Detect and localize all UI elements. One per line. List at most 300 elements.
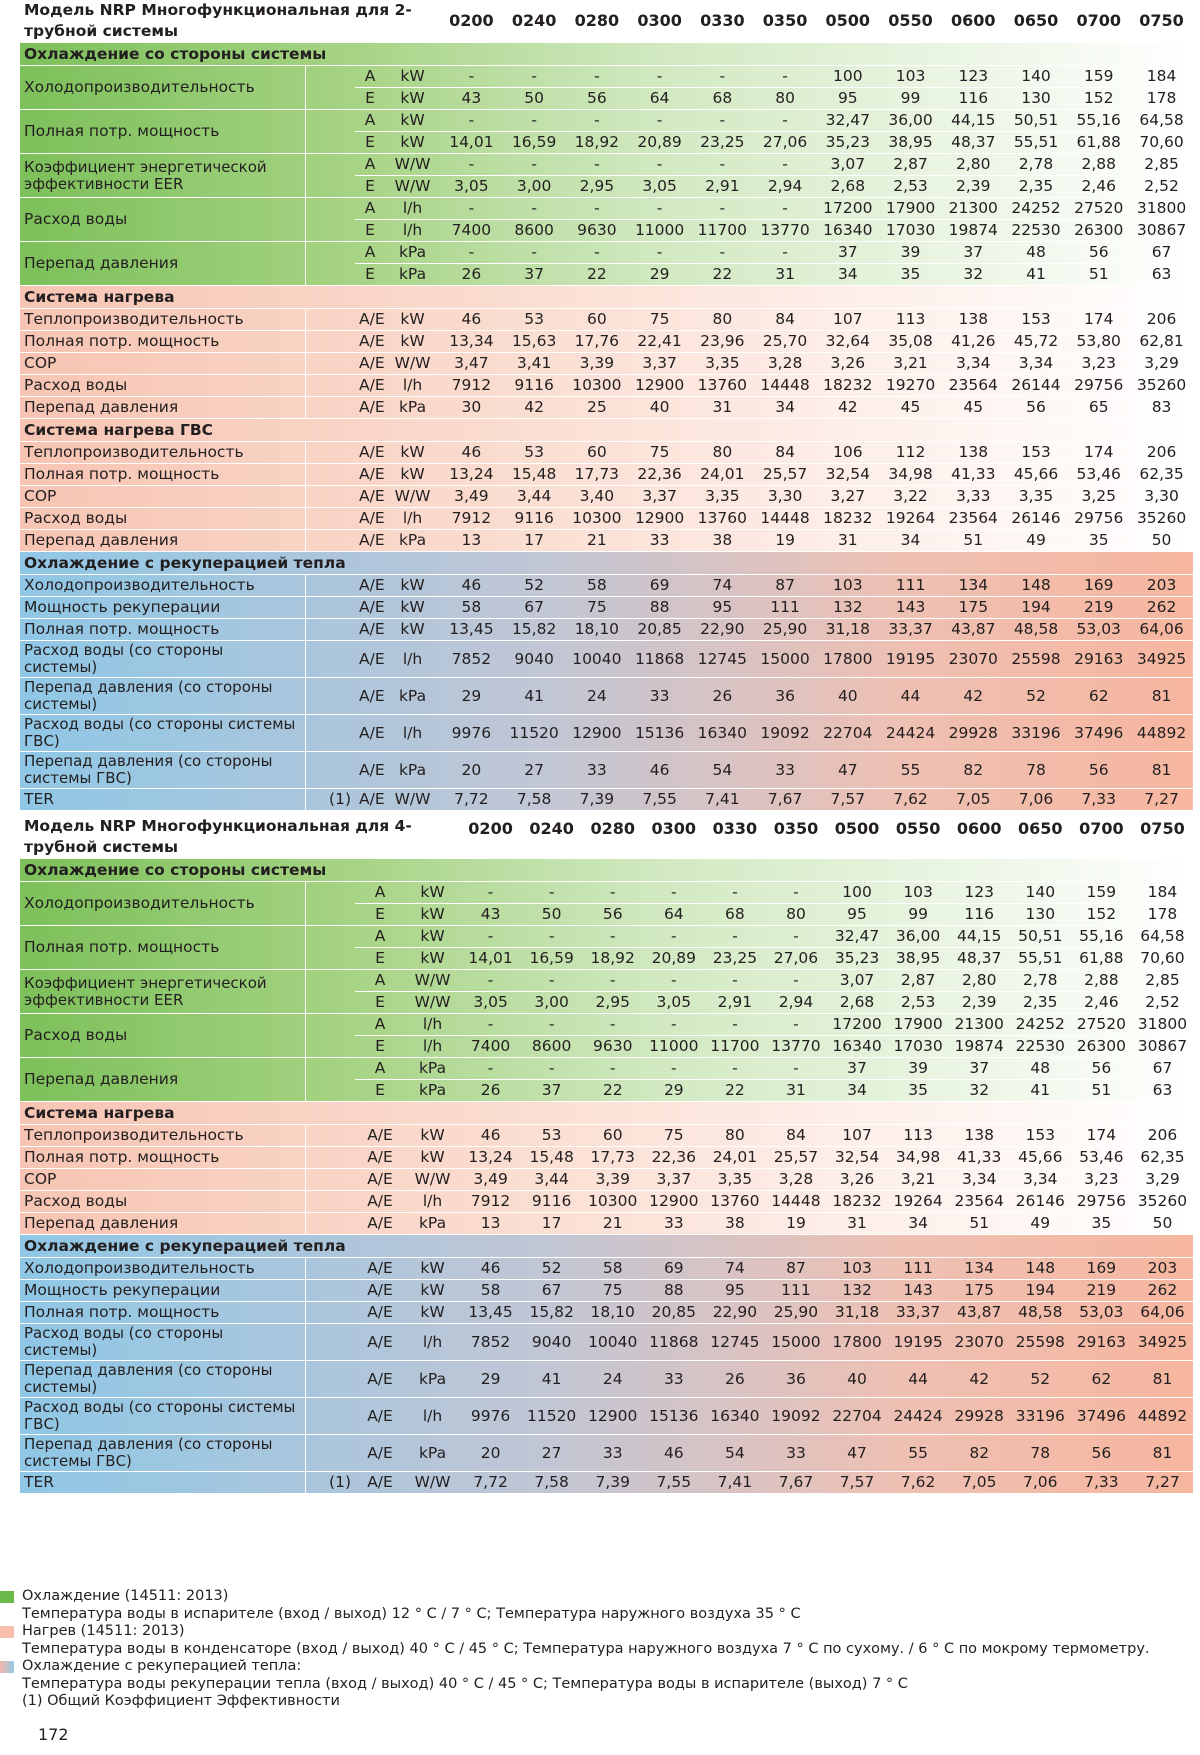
table-cell: 11868	[628, 641, 691, 678]
table-cell: 3,05	[460, 992, 521, 1014]
row-condition: A	[355, 154, 385, 176]
row-note	[305, 1169, 355, 1191]
row-unit: W/W	[385, 353, 440, 375]
table-cell: 53,03	[1071, 1302, 1132, 1324]
table-cell: 26	[691, 678, 754, 715]
table-cell: 19195	[879, 641, 942, 678]
table-cell: 9976	[460, 1398, 521, 1435]
table-row	[20, 464, 1193, 486]
table-cell: 37	[503, 264, 566, 286]
row-note	[305, 1191, 355, 1213]
table-cell: 15,48	[521, 1147, 582, 1169]
table-cell: -	[704, 1014, 765, 1036]
table-cell: 35	[888, 1080, 949, 1102]
table-cell: 8600	[503, 220, 566, 242]
table-cell: 58	[460, 1280, 521, 1302]
table-cell: 48,58	[1010, 1302, 1071, 1324]
row-unit: l/h	[405, 1014, 460, 1036]
table-cell: 68	[691, 88, 754, 110]
row-condition: A	[355, 882, 405, 904]
table-cell: 7,33	[1071, 1472, 1132, 1494]
row-condition: A/E	[355, 789, 385, 811]
table-cell: -	[440, 198, 503, 220]
table-cell: 143	[879, 597, 942, 619]
table-cell: 41	[503, 678, 566, 715]
table-cell: 194	[1005, 597, 1068, 619]
table-cell: -	[643, 970, 704, 992]
table-cell: 33196	[1010, 1398, 1071, 1435]
table-cell: 148	[1010, 1258, 1071, 1280]
table-cell: 17030	[879, 220, 942, 242]
table-cell: 9116	[503, 375, 566, 397]
table-cell: 3,21	[879, 353, 942, 375]
table-cell: 7,05	[949, 1472, 1010, 1494]
row-note	[305, 442, 355, 464]
row-note	[305, 882, 355, 926]
table-cell: 17030	[888, 1036, 949, 1058]
table-cell: 103	[879, 66, 942, 88]
table-cell: 16,59	[521, 948, 582, 970]
row-unit: kPa	[405, 1435, 460, 1472]
row-condition: A/E	[355, 641, 385, 678]
table-cell: 30867	[1132, 1036, 1193, 1058]
table-cell: 32	[942, 264, 1005, 286]
row-unit: l/h	[385, 715, 440, 752]
table-cell: 3,05	[628, 176, 691, 198]
table-cell: 29	[643, 1080, 704, 1102]
table-cell: 48	[1010, 1058, 1071, 1080]
row-label: TER	[20, 789, 305, 811]
table-cell: 29163	[1067, 641, 1130, 678]
table-cell: -	[704, 926, 765, 948]
table-cell: -	[691, 110, 754, 132]
row-note	[305, 715, 355, 752]
table-cell: 61,88	[1071, 948, 1132, 970]
table-cell: 22	[582, 1080, 643, 1102]
legend-recovery-text: Температура воды рекуперации тепла (вход / выход) 40 ° C / 45 ° C; Температура воды в испарителе (выход) 7 ° C	[22, 1675, 908, 1692]
table-cell: 22704	[816, 715, 879, 752]
table-cell: 74	[704, 1258, 765, 1280]
model-header: 0280	[582, 813, 643, 859]
table-cell: 50	[1130, 530, 1193, 552]
table-row	[20, 375, 1193, 397]
table-cell: 50	[503, 88, 566, 110]
table-cell: 70,60	[1130, 132, 1193, 154]
table-row	[20, 353, 1193, 375]
table-row	[20, 1324, 1193, 1361]
row-unit: l/h	[405, 1036, 460, 1058]
table-cell: 38	[691, 530, 754, 552]
row-label: Перепад давления	[20, 397, 305, 419]
table-cell: 24,01	[691, 464, 754, 486]
table-cell: -	[754, 154, 817, 176]
table-cell: 3,34	[942, 353, 1005, 375]
row-condition: A/E	[355, 397, 385, 419]
table-cell: 22,41	[628, 331, 691, 353]
row-label: Холодопроизводительность	[20, 882, 305, 926]
table-cell: 34	[879, 530, 942, 552]
table-cell: 36,00	[888, 926, 949, 948]
table-cell: 24	[582, 1361, 643, 1398]
row-note	[305, 926, 355, 970]
table-cell: 38,95	[879, 132, 942, 154]
table-cell: 153	[1005, 309, 1068, 331]
table-cell: 22530	[1005, 220, 1068, 242]
row-label: Расход воды	[20, 1191, 305, 1213]
table-cell: 22	[691, 264, 754, 286]
table-cell: 17800	[816, 641, 879, 678]
table-cell: 27	[503, 752, 566, 789]
table-cell: 13,24	[440, 464, 503, 486]
row-condition: E	[355, 132, 385, 154]
table-row	[20, 926, 1193, 948]
table-cell: 67	[1132, 1058, 1193, 1080]
table-row	[20, 575, 1193, 597]
model-header: 0500	[816, 0, 879, 43]
table-cell: 15000	[754, 641, 817, 678]
table-cell: 29928	[949, 1398, 1010, 1435]
table-cell: 3,05	[643, 992, 704, 1014]
table-cell: 27520	[1071, 1014, 1132, 1036]
row-label: COP	[20, 1169, 305, 1191]
table-cell: 47	[816, 752, 879, 789]
table-cell: -	[704, 970, 765, 992]
table-cell: 25	[566, 397, 629, 419]
row-label: COP	[20, 353, 305, 375]
row-label: Перепад давления	[20, 1058, 305, 1102]
table-cell: 8600	[521, 1036, 582, 1058]
table-cell: -	[566, 242, 629, 264]
row-label: Перепад давления (со стороны системы ГВС)	[20, 1435, 305, 1472]
table-cell: 62,35	[1130, 464, 1193, 486]
table-cell: 2,87	[888, 970, 949, 992]
table-cell: 81	[1130, 752, 1193, 789]
row-label: Холодопроизводительность	[20, 66, 305, 110]
table-row	[20, 442, 1193, 464]
table-cell: 74	[691, 575, 754, 597]
row-unit: kPa	[385, 264, 440, 286]
table-cell: 13,34	[440, 331, 503, 353]
table-cell: 9040	[521, 1324, 582, 1361]
row-label: Перепад давления	[20, 242, 305, 286]
model-header: 0600	[949, 813, 1010, 859]
table-cell: 10300	[566, 375, 629, 397]
table-cell: 184	[1130, 66, 1193, 88]
table-cell: 33	[582, 1435, 643, 1472]
table-cell: 23070	[942, 641, 1005, 678]
table-cell: 10040	[566, 641, 629, 678]
table-cell: 7,27	[1132, 1472, 1193, 1494]
table-cell: 2,80	[949, 970, 1010, 992]
legend-heating-text: Температура воды в конденсаторе (вход / выход) 40 ° C / 45 ° C; Температура наружного воздуха 7 ° C по сухому. / 6 ° C по мокрому термометру.	[22, 1640, 1150, 1657]
row-label: Расход воды (со стороны системы ГВС)	[20, 1398, 305, 1435]
row-condition: E	[355, 220, 385, 242]
row-condition: A/E	[355, 1258, 405, 1280]
table-cell: 42	[949, 1361, 1010, 1398]
table-cell: 132	[816, 597, 879, 619]
table-cell: 123	[949, 882, 1010, 904]
table-cell: 112	[879, 442, 942, 464]
row-condition: A/E	[355, 1435, 405, 1472]
table-cell: 140	[1005, 66, 1068, 88]
table-cell: 7,72	[440, 789, 503, 811]
table-cell: 25,90	[765, 1302, 826, 1324]
row-label: Теплопроизводительность	[20, 442, 305, 464]
table-cell: -	[566, 66, 629, 88]
row-condition: A	[355, 242, 385, 264]
table-cell: 140	[1010, 882, 1071, 904]
row-unit: kW	[405, 1125, 460, 1147]
table-cell: 44,15	[942, 110, 1005, 132]
table-cell: 2,78	[1010, 970, 1071, 992]
table-cell: 206	[1130, 309, 1193, 331]
table-cell: 130	[1010, 904, 1071, 926]
table-cell: 23,25	[691, 132, 754, 154]
table-cell: 32,47	[827, 926, 888, 948]
row-unit: kW	[385, 66, 440, 88]
table-row	[20, 530, 1193, 552]
table-cell: 2,68	[816, 176, 879, 198]
row-label: Теплопроизводительность	[20, 309, 305, 331]
table-cell: 20,89	[643, 948, 704, 970]
table-cell: 2,39	[949, 992, 1010, 1014]
table-cell: 81	[1130, 678, 1193, 715]
table-cell: 40	[827, 1361, 888, 1398]
model-header: 0200	[440, 0, 503, 43]
table-cell: 34,98	[879, 464, 942, 486]
table-cell: 116	[949, 904, 1010, 926]
table-cell: 87	[754, 575, 817, 597]
row-condition: E	[355, 176, 385, 198]
table-cell: 143	[888, 1280, 949, 1302]
table-cell: 3,23	[1071, 1169, 1132, 1191]
table-cell: 42	[503, 397, 566, 419]
table-row	[20, 752, 1193, 789]
row-unit: l/h	[405, 1191, 460, 1213]
table-cell: 24252	[1010, 1014, 1071, 1036]
table-cell: 7,57	[816, 789, 879, 811]
table-cell: 12900	[628, 375, 691, 397]
row-unit: kW	[385, 88, 440, 110]
table-cell: 9116	[521, 1191, 582, 1213]
table-cell: 11000	[643, 1036, 704, 1058]
table-cell: 7400	[460, 1036, 521, 1058]
table-cell: -	[460, 926, 521, 948]
row-label: Холодопроизводительность	[20, 575, 305, 597]
table-cell: 3,23	[1067, 353, 1130, 375]
table-cell: 12900	[566, 715, 629, 752]
model-header: 0750	[1130, 0, 1193, 43]
row-label: TER	[20, 1472, 305, 1494]
table-cell: 7,62	[888, 1472, 949, 1494]
table-cell: 262	[1130, 597, 1193, 619]
row-condition: A/E	[355, 1324, 405, 1361]
row-condition: A	[355, 1014, 405, 1036]
model-header: 0240	[503, 0, 566, 43]
row-label: Полная потр. мощность	[20, 331, 305, 353]
table-cell: 130	[1005, 88, 1068, 110]
table-cell: -	[582, 882, 643, 904]
table-cell: -	[460, 970, 521, 992]
table-cell: 68	[704, 904, 765, 926]
table-cell: 23564	[942, 375, 1005, 397]
table-cell: 53	[521, 1125, 582, 1147]
table-cell: 52	[1005, 678, 1068, 715]
table-cell: -	[440, 154, 503, 176]
table-row	[20, 242, 1193, 264]
table-cell: 60	[582, 1125, 643, 1147]
table-cell: 12900	[628, 508, 691, 530]
table-cell: 20	[460, 1435, 521, 1472]
row-condition: E	[355, 264, 385, 286]
row-note	[305, 1280, 355, 1302]
table-cell: 19	[765, 1213, 826, 1235]
table-cell: 3,39	[582, 1169, 643, 1191]
table-cell: 31	[827, 1213, 888, 1235]
table-cell: -	[521, 970, 582, 992]
section-header: Охлаждение со стороны системы	[20, 43, 1193, 66]
table-cell: -	[503, 110, 566, 132]
table-cell: 48,58	[1005, 619, 1068, 641]
table-cell: 35	[879, 264, 942, 286]
table-cell: 53,80	[1067, 331, 1130, 353]
table-cell: 38	[704, 1213, 765, 1235]
table-cell: 24	[566, 678, 629, 715]
table-cell: 80	[704, 1125, 765, 1147]
table-cell: 113	[879, 309, 942, 331]
table-cell: 10040	[582, 1324, 643, 1361]
row-condition: A/E	[355, 1191, 405, 1213]
table-row	[20, 678, 1193, 715]
table-cell: 45	[879, 397, 942, 419]
spec-sheet	[20, 0, 1193, 1494]
table-cell: 34925	[1132, 1324, 1193, 1361]
table-cell: 22,90	[704, 1302, 765, 1324]
table-cell: 134	[942, 575, 1005, 597]
table-cell: 100	[827, 882, 888, 904]
table-row	[20, 1361, 1193, 1398]
table-cell: 153	[1010, 1125, 1071, 1147]
table-cell: 37	[521, 1080, 582, 1102]
table-cell: 46	[643, 1435, 704, 1472]
table-cell: -	[628, 154, 691, 176]
row-unit: kW	[405, 1258, 460, 1280]
table-cell: 50,51	[1005, 110, 1068, 132]
table-cell: 175	[949, 1280, 1010, 1302]
table-cell: 70,60	[1132, 948, 1193, 970]
table-cell: 2,35	[1010, 992, 1071, 1014]
row-unit: kW	[385, 464, 440, 486]
table-cell: 17900	[888, 1014, 949, 1036]
section-header-row	[20, 552, 1193, 575]
table-cell: 3,35	[691, 486, 754, 508]
table-cell: 23070	[949, 1324, 1010, 1361]
table-row	[20, 1280, 1193, 1302]
table-cell: 3,21	[888, 1169, 949, 1191]
table-cell: 13,45	[440, 619, 503, 641]
table-cell: 22	[566, 264, 629, 286]
table-cell: 69	[643, 1258, 704, 1280]
table-cell: 36	[765, 1361, 826, 1398]
table-cell: 47	[827, 1435, 888, 1472]
table-cell: 62	[1067, 678, 1130, 715]
section-header-row	[20, 419, 1193, 442]
row-unit: kW	[385, 132, 440, 154]
table-cell: 64,06	[1130, 619, 1193, 641]
table-cell: -	[643, 926, 704, 948]
table-cell: 33	[765, 1435, 826, 1472]
table-cell: 11868	[643, 1324, 704, 1361]
table-cell: 9630	[566, 220, 629, 242]
table-cell: 46	[460, 1258, 521, 1280]
table-cell: 56	[582, 904, 643, 926]
table-cell: 16340	[816, 220, 879, 242]
table-cell: 3,44	[521, 1169, 582, 1191]
table-cell: 7,57	[827, 1472, 888, 1494]
row-label: Перепад давления (со стороны системы ГВС)	[20, 752, 305, 789]
table-cell: 206	[1130, 442, 1193, 464]
row-note	[305, 198, 355, 242]
table-cell: 2,87	[879, 154, 942, 176]
table-cell: 33,37	[879, 619, 942, 641]
table-cell: 2,78	[1005, 154, 1068, 176]
table-cell: 134	[949, 1258, 1010, 1280]
page-number: 172	[38, 1725, 69, 1744]
section-header: Система нагрева	[20, 1102, 1193, 1125]
table-cell: 148	[1005, 575, 1068, 597]
table-cell: 3,47	[440, 353, 503, 375]
model-header: 0350	[754, 0, 817, 43]
row-unit: W/W	[405, 992, 460, 1014]
table-cell: 53,46	[1071, 1147, 1132, 1169]
table-cell: 2,53	[888, 992, 949, 1014]
table-cell: 63	[1132, 1080, 1193, 1102]
table-cell: 51	[942, 530, 1005, 552]
row-unit: l/h	[405, 1324, 460, 1361]
row-unit: kPa	[405, 1213, 460, 1235]
table-cell: 75	[628, 442, 691, 464]
table-cell: 62	[1071, 1361, 1132, 1398]
table-cell: 29756	[1067, 508, 1130, 530]
table-cell: 31,18	[827, 1302, 888, 1324]
table-cell: 15,82	[503, 619, 566, 641]
table-cell: 58	[566, 575, 629, 597]
row-unit: W/W	[385, 789, 440, 811]
row-unit: kW	[385, 619, 440, 641]
table-cell: 20,89	[628, 132, 691, 154]
table-cell: 37	[827, 1058, 888, 1080]
table-cell: 54	[704, 1435, 765, 1472]
table-cell: 138	[942, 309, 1005, 331]
table-cell: 35	[1067, 530, 1130, 552]
row-note	[305, 678, 355, 715]
table-cell: 7400	[440, 220, 503, 242]
table-cell: 7,39	[566, 789, 629, 811]
table-cell: 159	[1071, 882, 1132, 904]
table-cell: 53	[503, 442, 566, 464]
table-cell: 25598	[1010, 1324, 1071, 1361]
table-cell: 13760	[691, 508, 754, 530]
table-cell: 3,00	[521, 992, 582, 1014]
table-cell: 111	[765, 1280, 826, 1302]
table-cell: -	[460, 1014, 521, 1036]
table-cell: 33	[643, 1361, 704, 1398]
table-cell: 3,00	[503, 176, 566, 198]
table-cell: 7912	[440, 375, 503, 397]
table-cell: 7,41	[704, 1472, 765, 1494]
table-cell: 55	[888, 1435, 949, 1472]
row-note	[305, 1213, 355, 1235]
